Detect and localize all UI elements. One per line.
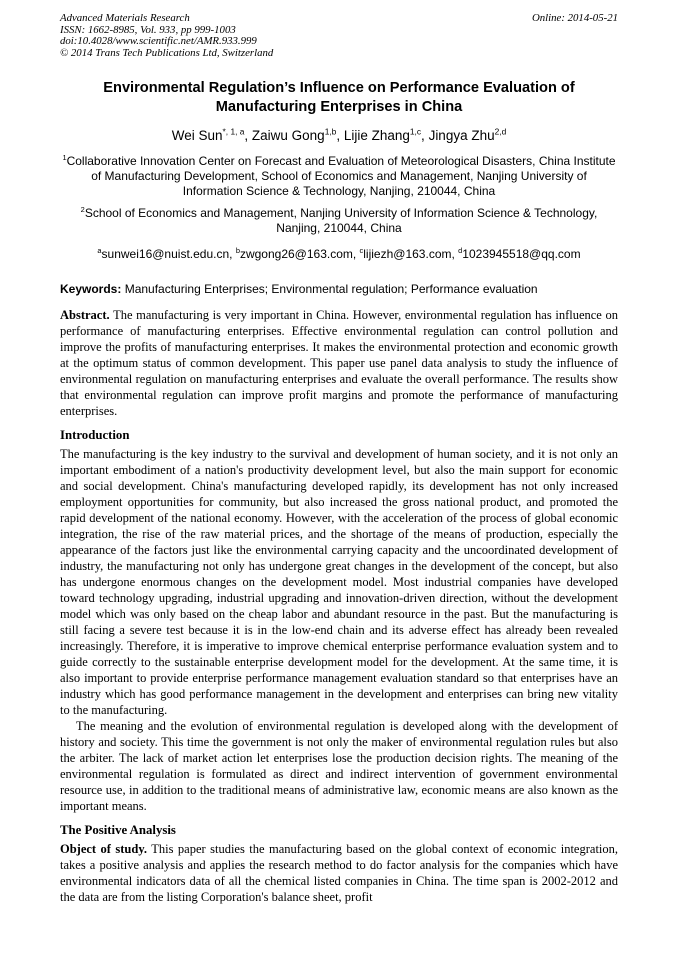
- email-separator: ,: [352, 247, 360, 262]
- author-name: Zaiwu Gong: [251, 128, 325, 144]
- section-heading-positive-analysis: The Positive Analysis: [60, 823, 176, 838]
- emails-line: [60, 247, 618, 262]
- journal-header: [60, 13, 618, 59]
- section-heading-introduction: Introduction: [60, 428, 130, 443]
- object-of-study-label: Object of study.: [60, 842, 148, 857]
- email-superscript: c: [359, 246, 364, 256]
- keywords-line: [60, 282, 618, 297]
- affiliation-2: [60, 206, 618, 236]
- author-name: Lijie Zhang: [343, 128, 410, 144]
- email-address: sunwei16@nuist.edu.cn: [101, 247, 230, 262]
- abstract-paragraph: [60, 307, 618, 419]
- email-superscript: a: [97, 246, 102, 256]
- author-name: Wei Sun: [171, 128, 223, 144]
- journal-name: Advanced Materials Research: [60, 12, 190, 24]
- journal-info-block: [60, 13, 273, 59]
- affiliation-text: School of Economics and Management, Nanjing University of Information Science & Technology, Nanjing, 210044, China: [84, 206, 598, 236]
- email-address: zwgong26@163.com: [239, 247, 353, 262]
- affiliation-superscript: 1: [62, 153, 67, 163]
- email-separator: ,: [229, 247, 236, 262]
- email-address: lijiezh@163.com: [363, 247, 452, 262]
- affiliation-superscript: 2: [80, 205, 85, 215]
- email-address: 1023945518@qq.com: [462, 247, 581, 262]
- author-superscript: *, 1, a: [222, 126, 245, 137]
- keywords-text: Manufacturing Enterprises; Environmental regulation; Performance evaluation: [121, 282, 538, 297]
- affiliation-text: Collaborative Innovation Center on Forecast and Evaluation of Meteorological Disasters, China Institute of Manufacturing Development, School of Economics and Management, Nanjing University of Information Science & Technology, Nanjing, 210044, China: [66, 154, 616, 199]
- issn-line: ISSN: 1662-8985, Vol. 933, pp 999-1003: [60, 23, 236, 36]
- keywords-label: Keywords:: [60, 282, 122, 297]
- authors-line: [60, 127, 618, 144]
- online-date: Online: 2014-05-21: [531, 12, 618, 24]
- affiliation-1: [60, 154, 618, 199]
- author-separator: ,: [421, 128, 429, 144]
- author-separator: ,: [336, 128, 344, 144]
- object-of-study-text: This paper studies the manufacturing based on the global context of economic integration, takes a positive analysis and applies the research method to do factor analysis for the companies which have environmental indicators data of all the chemical listed companies in China. The time span is 2002-2012 and the data are from the listing Corporation's balance sheet, profit: [60, 842, 619, 905]
- author-name: Jingya Zhu: [428, 128, 495, 144]
- author-superscript: 1,c: [409, 126, 422, 137]
- object-of-study-paragraph: [60, 841, 618, 905]
- doi-line: doi:10.4028/www.scientific.net/AMR.933.999: [60, 35, 257, 48]
- email-superscript: b: [235, 246, 240, 256]
- introduction-paragraph-2: The meaning and the evolution of environmental regulation is developed along with the development of history and society. This time the government is not only the maker of environmental regulation rules but also the arbiter. The lack of market action let enterprises lose the production decision rights. The meaning of the environmental regulation is formulated as direct and indirect intervention of government environmental resource use, in addition to the traditional means of administrative law, economic means are also known as the important means.: [60, 719, 618, 814]
- author-separator: ,: [244, 128, 252, 144]
- abstract-text: The manufacturing is very important in China. However, environmental regulation has influence on performance of manufacturing enterprises. Effective environmental regulation can control pollution and improve the profits of manufacturing enterprises. It makes the environmental protection and economic growth at the optimum status of common development. This paper use panel data analysis to study the influence of environmental regulation on manufacturing enterprises and evaluate the overall performance. The results show that environmental regulation can improve profit margins and promote the performance of manufacturing enterprises.: [60, 308, 618, 419]
- abstract-label: Abstract.: [60, 308, 110, 323]
- copyright-line: © 2014 Trans Tech Publications Ltd, Switzerland: [60, 46, 274, 59]
- paper-title: Environmental Regulation’s Influence on Performance Evaluation of Manufacturing Enterprises in China: [103, 80, 575, 116]
- introduction-paragraph-1: The manufacturing is the key industry to the survival and development of human society, and it is not only an important embodiment of a nation's productivity development level, but also the main support for economic and social development. China's manufacturing developed rapidly, its development has not only increased employment opportunities for community, but also increased the gross national product, and promoted the rapid development of the national economy. However, with the acceleration of the process of global economic integration, the rise of the raw material prices, and the shortage of the means of production, especially the appearance of the factors just like the environmental carrying capacity and the uncoordinated development of industry, the manufacturing not only has undergone great changes in the development of the concept, but also has undergone enormous changes on the development model. Most industrial companies have developed toward technology upgrading, industrial upgrading and innovation-driven direction, without the development model which was only based on the cheap labor and abundant resource in the past. But the manufacturing is still facing a severe test because it is in the low-end chain and its adverse effect has already been revealed increasingly. Therefore, it is imperative to improve chemical enterprise performance evaluation system and to guide correctly to the sustainable enterprise development model for the development. At the same time, it is also important to provide enterprise performance management evaluation standard so that enterprises have an industry which has good performance management in the development and enterprises can bring new vitality to the manufacturing.: [60, 447, 618, 718]
- email-separator: ,: [451, 247, 459, 262]
- email-superscript: d: [458, 246, 463, 256]
- author-superscript: 2,d: [494, 126, 507, 137]
- author-superscript: 1,b: [324, 126, 337, 137]
